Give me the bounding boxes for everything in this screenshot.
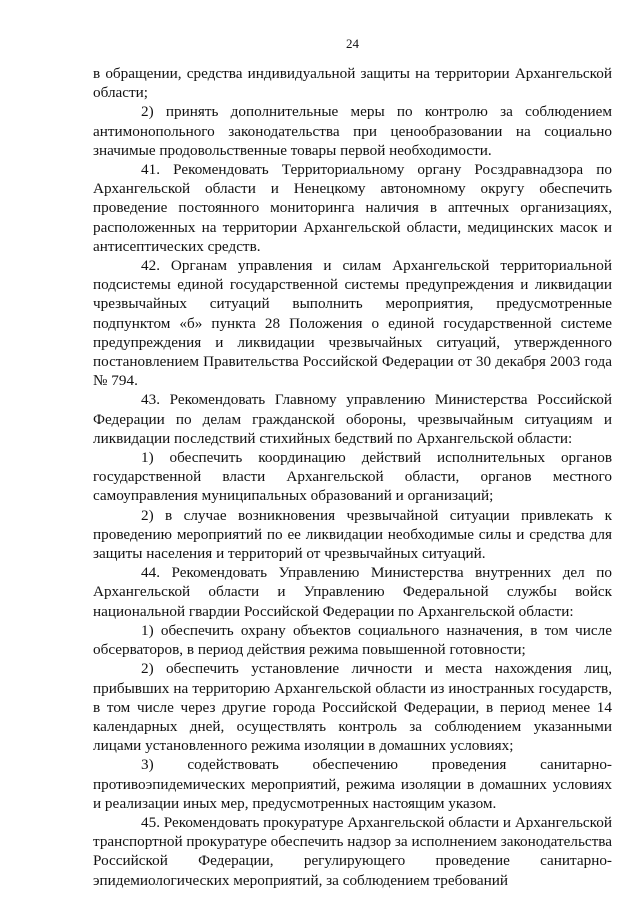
paragraph-43: 43. Рекомендовать Главному управлению Министерства Российской Федерации по делам гражданской обороны, чрезвычайным ситуациям и ликвидации последствий стихийных бедствий по Архангельской области: xyxy=(93,391,612,447)
paragraph-item-2: 2) принять дополнительные меры по контролю за соблюдением антимонопольного законодательства при ценообразовании на социально значимые продовольственные товары первой необходимости. xyxy=(93,103,612,159)
page-number: 24 xyxy=(346,36,359,51)
paragraph-continuation: в обращении, средства индивидуальной защиты на территории Архангельской области; xyxy=(93,65,612,102)
paragraph-43-item-1: 1) обеспечить координацию действий исполнительных органов государственной власти Архангельской области, органов местного самоуправления муниципальных образований и организаций; xyxy=(93,449,612,505)
paragraph-44: 44. Рекомендовать Управлению Министерства внутренних дел по Архангельской области и Управлению Федеральной службы войск национальной гвардии Российской Федерации по Архангельской области: xyxy=(93,564,612,620)
paragraph-41: 41. Рекомендовать Территориальному органу Росздравнадзора по Архангельской области и Ненецкому автономному округу обеспечить проведение постоянного мониторинга наличия в аптечных организациях, расположенных на территории Архангельской области, медицинских масок и антисептических средств. xyxy=(93,161,612,255)
paragraph-44-item-3: 3) содействовать обеспечению проведения санитарно-противоэпидемических мероприятий, режима изоляции в домашних условиях и реализации иных мер, предусмотренных настоящим указом. xyxy=(93,756,612,812)
paragraph-42: 42. Органам управления и силам Архангельской территориальной подсистемы единой государственной системы предупреждения и ликвидации чрезвычайных ситуаций выполнить мероприятия, предусмотренные подпунктом «б» пункта 28 Положения о единой государственной системе предупреждения и ликвидации чрезвычайных ситуаций, утвержденного постановлением Правительства Российской Федерации от 30 декабря 2003 года № 794. xyxy=(93,257,612,390)
paragraph-44-item-2: 2) обеспечить установление личности и места нахождения лиц, прибывших на территорию Архангельской области из иностранных государств, в том числе через другие города Российской Федерации, в период менее 14 календарных дней, осуществлять контроль за соблюдением указанными лицами установленного режима изоляции в домашних условиях; xyxy=(93,660,612,755)
document-page xyxy=(93,36,612,890)
paragraph-44-item-1: 1) обеспечить охрану объектов социального назначения, в том числе обсерваторов, в период действия режима повышенной готовности; xyxy=(93,621,612,659)
paragraph-45: 45. Рекомендовать прокуратуре Архангельской области и Архангельской транспортной прокуратуре обеспечить надзор за исполнением законодательства Российской Федерации, регулирующего проведение санитарно-эпидемиологических мероприятий, за соблюдением требований xyxy=(93,813,612,889)
paragraph-43-item-2: 2) в случае возникновения чрезвычайной ситуации привлекать к проведению мероприятий по ее ликвидации необходимые силы и средства для защиты населения и территорий от чрезвычайных ситуаций. xyxy=(93,506,612,563)
